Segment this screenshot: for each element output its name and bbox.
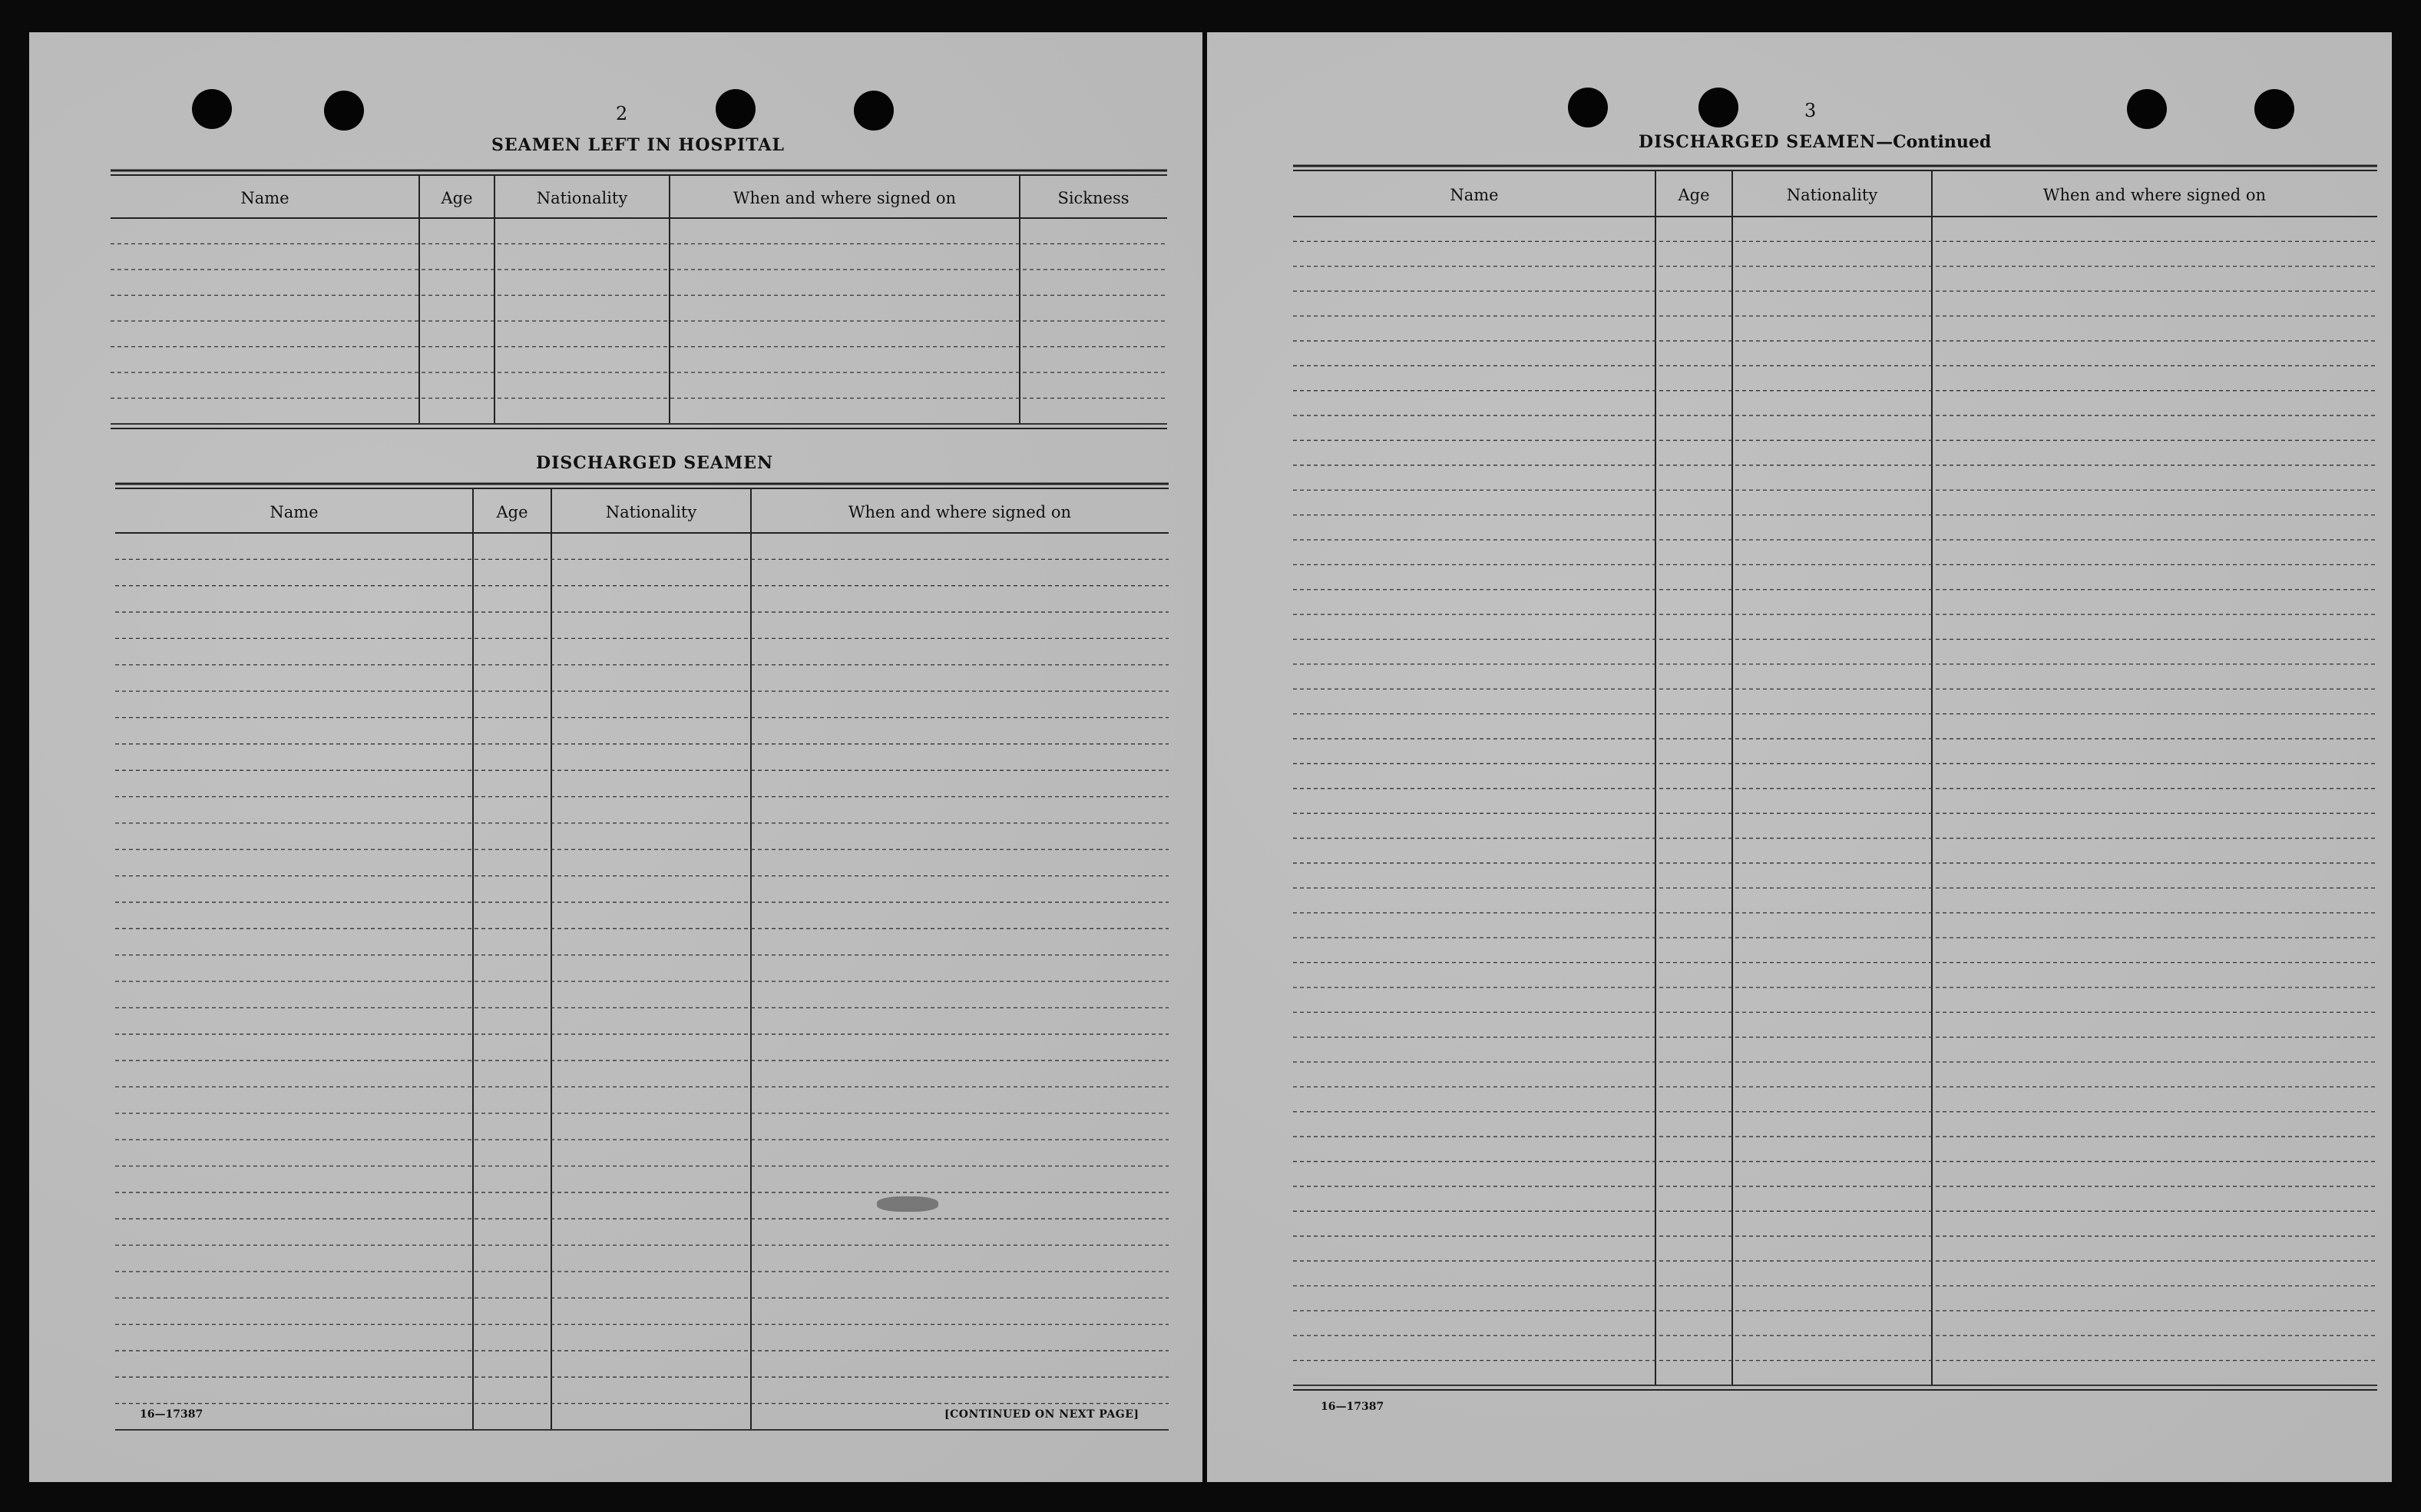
- ink-smudge: [877, 1196, 938, 1212]
- form-number: 16—17387: [140, 1408, 203, 1421]
- punch-hole: [854, 91, 894, 131]
- column-header: Name: [240, 189, 289, 207]
- left-page: [29, 32, 1202, 1482]
- punch-hole: [1698, 88, 1738, 127]
- column-header: Name: [1450, 186, 1499, 204]
- column-header: Nationality: [1786, 186, 1878, 204]
- punch-hole: [192, 89, 232, 129]
- hospital-section-title: SEAMEN LEFT IN HOSPITAL: [491, 135, 785, 155]
- punch-hole: [1568, 88, 1608, 127]
- punch-hole: [324, 91, 364, 131]
- title-suffix: —Continued: [1876, 132, 1992, 152]
- punch-hole: [716, 89, 756, 129]
- right-page: [1207, 32, 2392, 1482]
- column-header: When and where signed on: [2042, 186, 2267, 204]
- continued-note: [CONTINUED ON NEXT PAGE]: [944, 1408, 1139, 1421]
- column-header: Nationality: [536, 189, 628, 207]
- column-header: When and where signed on: [848, 503, 1072, 521]
- punch-hole: [2127, 89, 2167, 129]
- column-header: Age: [441, 189, 473, 207]
- column-header: Age: [1678, 186, 1710, 204]
- column-header: Age: [496, 503, 528, 521]
- form-number: 16—17387: [1321, 1401, 1384, 1413]
- column-header: Name: [270, 503, 319, 521]
- page-number: 2: [616, 103, 628, 124]
- discharged-continued-table: [1293, 166, 2383, 1425]
- column-header: Sickness: [1057, 189, 1129, 207]
- column-header: Nationality: [605, 503, 697, 521]
- hospital-table: [111, 170, 1173, 432]
- discharged-section-title: DISCHARGED SEAMEN: [536, 453, 774, 473]
- punch-hole: [2254, 89, 2294, 129]
- page-number: 3: [1804, 100, 1817, 121]
- column-header: When and where signed on: [733, 189, 957, 207]
- discharged-table: [115, 484, 1173, 1436]
- title-main: DISCHARGED SEAMEN: [1639, 132, 1877, 152]
- discharged-continued-title: [1639, 132, 1991, 152]
